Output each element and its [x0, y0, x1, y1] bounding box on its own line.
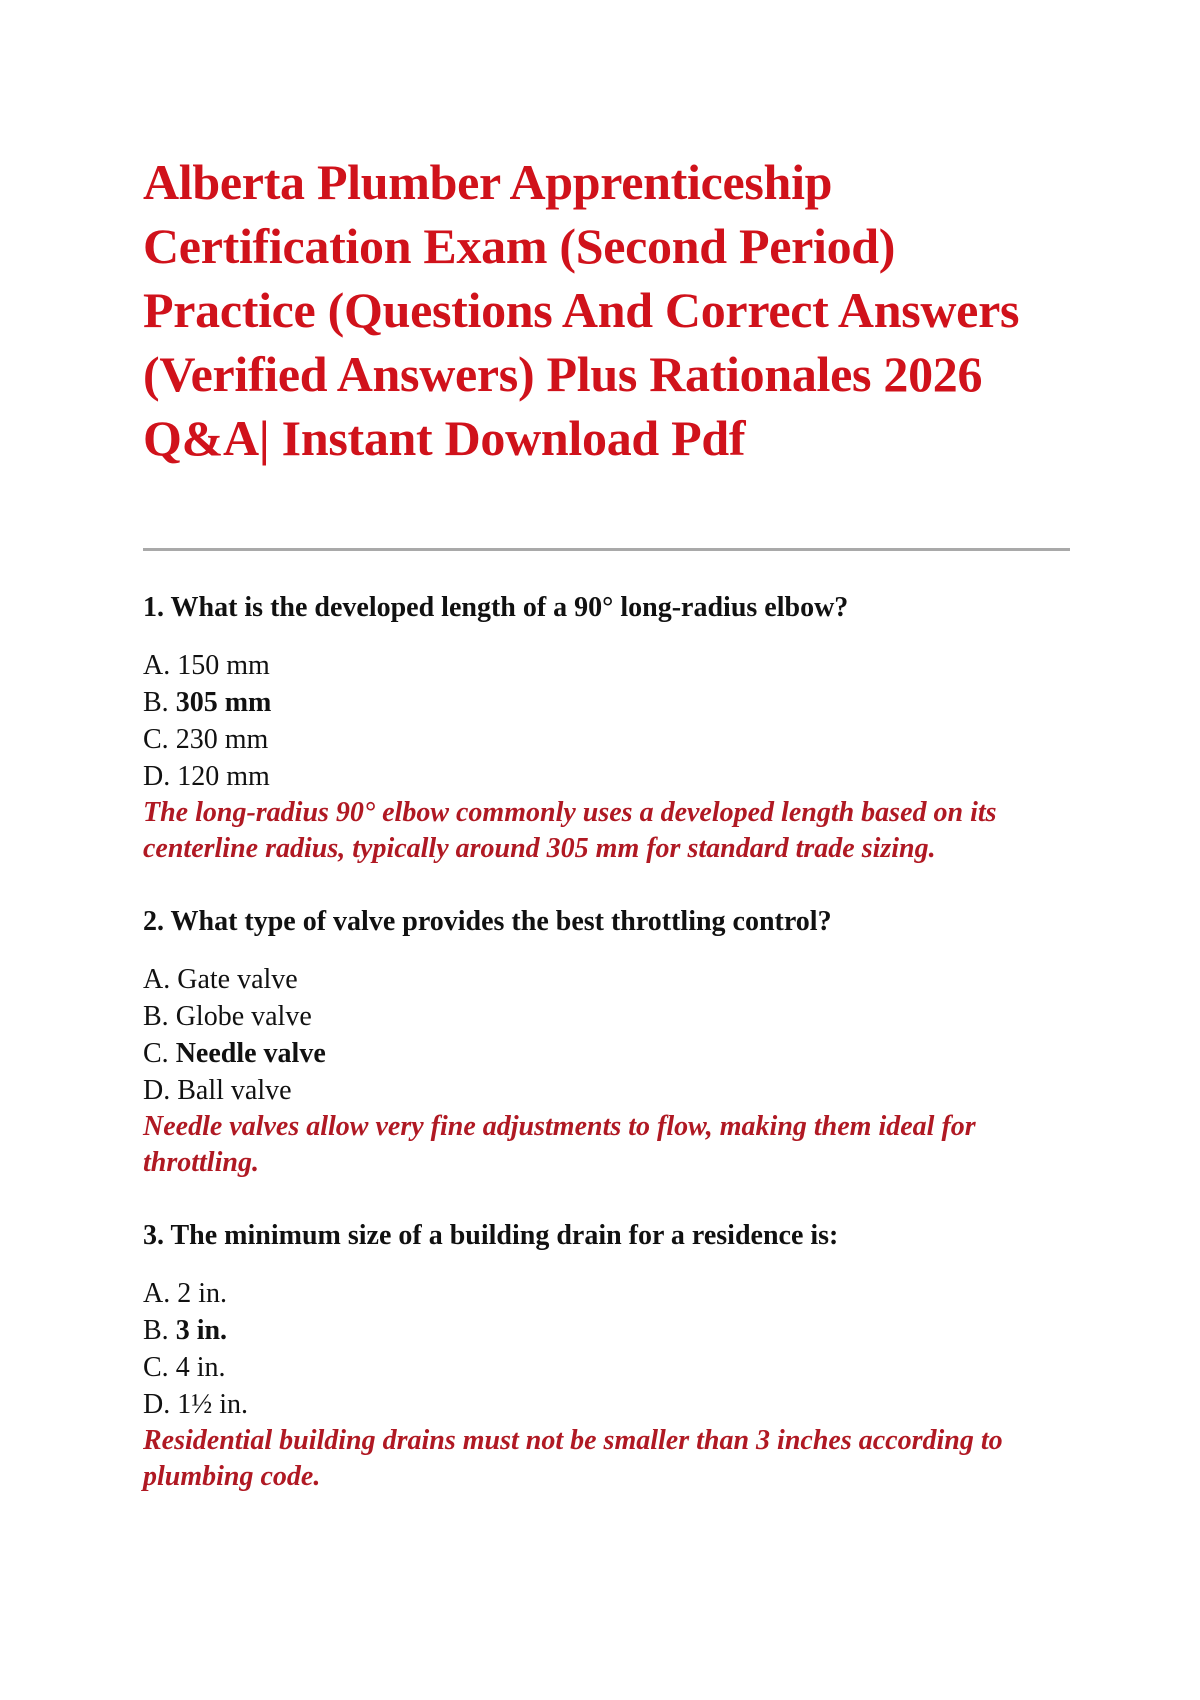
- option-text: Gate valve: [177, 964, 298, 995]
- document-title: Alberta Plumber Apprenticeship Certification Exam (Second Period) Practice (Questions And Correct Answers (Verified Answers) Plus Rationales 2026 Q&A| Instant Download Pdf: [143, 154, 1020, 466]
- option-d: [143, 1386, 1073, 1423]
- option-b: [143, 998, 1073, 1035]
- option-letter: D.: [143, 1075, 178, 1106]
- correct-option-text: 3 in.: [175, 1315, 228, 1346]
- option-letter: C.: [143, 1352, 176, 1383]
- option-d: [143, 758, 1073, 795]
- option-letter: B.: [143, 687, 176, 718]
- correct-option-text: Needle valve: [175, 1038, 326, 1069]
- document-page: [143, 150, 1073, 1495]
- option-a: [143, 961, 1073, 998]
- option-text: Globe valve: [175, 1001, 312, 1032]
- correct-option-text: 305 mm: [175, 687, 272, 718]
- option-text: Ball valve: [177, 1075, 292, 1106]
- option-d: [143, 1072, 1073, 1109]
- question-2: [143, 905, 1073, 1181]
- option-letter: D.: [143, 761, 178, 792]
- rationale-text: The long-radius 90° elbow commonly uses a developed length based on its centerline radius, typically around 305 mm for standard trade sizing.: [143, 797, 997, 864]
- option-a: [143, 1275, 1073, 1312]
- option-letter: D.: [143, 1389, 178, 1420]
- rationale-text: Residential building drains must not be smaller than 3 inches according to plumbing code.: [143, 1425, 1003, 1492]
- option-a: [143, 647, 1073, 684]
- option-letter: C.: [143, 724, 176, 755]
- question-1: [143, 591, 1073, 867]
- divider-rule: [143, 548, 1070, 551]
- question-text: 1. What is the developed length of a 90° long-radius elbow?: [143, 592, 849, 623]
- question-text: 3. The minimum size of a building drain for a residence is:: [143, 1220, 839, 1251]
- option-letter: A.: [143, 1278, 178, 1309]
- option-b: [143, 684, 1073, 721]
- option-list: [143, 647, 1073, 795]
- option-c: [143, 721, 1073, 758]
- option-letter: B.: [143, 1001, 176, 1032]
- option-letter: B.: [143, 1315, 176, 1346]
- option-c: [143, 1035, 1073, 1072]
- question-3: [143, 1219, 1073, 1495]
- option-text: 150 mm: [177, 650, 270, 681]
- option-list: [143, 961, 1073, 1109]
- option-text: 2 in.: [177, 1278, 228, 1309]
- option-letter: A.: [143, 964, 178, 995]
- option-text: 120 mm: [177, 761, 270, 792]
- option-letter: C.: [143, 1038, 176, 1069]
- option-text: 4 in.: [175, 1352, 226, 1383]
- option-text: 230 mm: [175, 724, 269, 755]
- rationale-text: Needle valves allow very fine adjustments to flow, making them ideal for throttling.: [143, 1111, 976, 1178]
- option-c: [143, 1349, 1073, 1386]
- question-text: 2. What type of valve provides the best throttling control?: [143, 906, 832, 937]
- option-b: [143, 1312, 1073, 1349]
- option-list: [143, 1275, 1073, 1423]
- option-text: 1½ in.: [177, 1389, 249, 1420]
- option-letter: A.: [143, 650, 178, 681]
